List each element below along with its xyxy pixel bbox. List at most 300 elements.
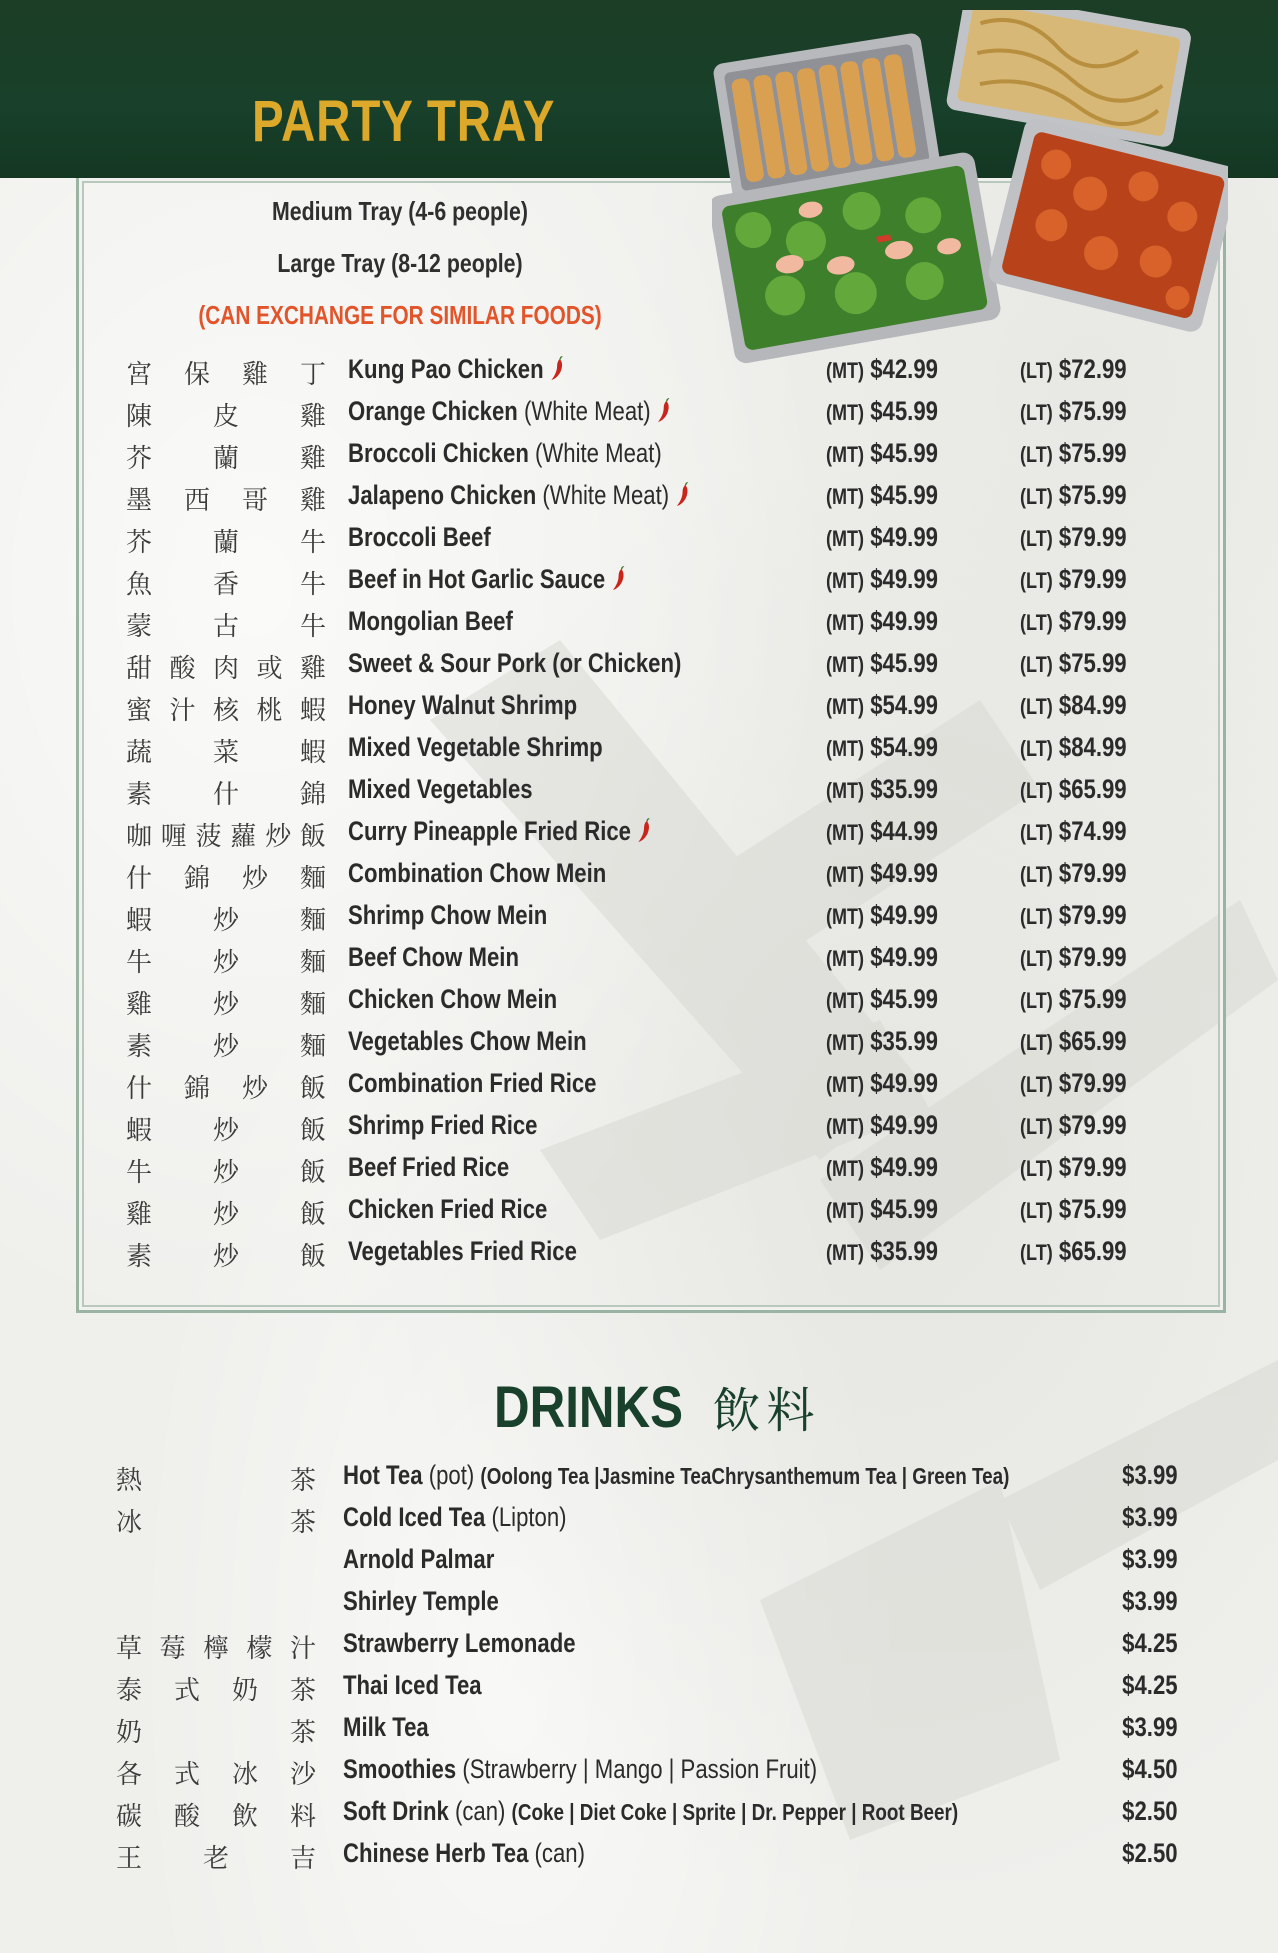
chinese-char: 哥	[241, 486, 268, 516]
chinese-char: 茶	[289, 1676, 316, 1706]
chinese-char: 冰	[116, 1508, 143, 1538]
chinese-name	[126, 438, 326, 478]
large-tray-price	[1020, 1152, 1127, 1183]
chinese-char: 炒	[212, 1116, 239, 1146]
chinese-name	[126, 816, 326, 856]
drink-chinese-name	[116, 1754, 316, 1794]
drink-chinese-name	[116, 1502, 316, 1542]
lt-price: $75.99	[1058, 1194, 1127, 1224]
mt-price: $35.99	[870, 1236, 938, 1266]
medium-tray-price	[826, 732, 938, 763]
chinese-char: 什	[212, 780, 239, 810]
mt-price: $45.99	[870, 984, 938, 1014]
large-tray-price	[1020, 606, 1127, 637]
dish-name	[348, 606, 513, 637]
drink-item-row	[0, 1796, 1278, 1838]
tray-item-row	[0, 774, 1278, 816]
tray-item-row	[0, 732, 1278, 774]
lt-tag: (LT)	[1020, 652, 1053, 677]
chinese-char: 炒	[212, 948, 239, 978]
chinese-char: 皮	[212, 402, 239, 432]
dish-name	[348, 900, 547, 931]
drink-price: $2.50	[1122, 1838, 1178, 1868]
lt-tag: (LT)	[1020, 610, 1053, 635]
large-tray-price	[1020, 1110, 1127, 1141]
drink-price: $3.99	[1122, 1502, 1178, 1532]
medium-tray-price	[826, 354, 938, 385]
large-tray-price	[1020, 774, 1127, 805]
mt-tag: (MT)	[826, 820, 865, 845]
dish-title: Jalapeno Chicken	[348, 480, 537, 510]
lt-tag: (LT)	[1020, 358, 1053, 383]
drink-options: (Coke | Diet Coke | Sprite | Dr. Pepper | Root Beer)	[511, 1799, 959, 1825]
chinese-name	[126, 942, 326, 982]
large-tray-price	[1020, 942, 1127, 973]
chinese-char: 古	[212, 612, 239, 642]
mt-tag: (MT)	[826, 946, 865, 971]
chinese-char: 麵	[299, 990, 326, 1020]
chinese-name	[126, 522, 326, 562]
chinese-char: 肉	[212, 654, 239, 684]
chinese-char: 飯	[299, 1116, 326, 1146]
large-tray-price	[1020, 1194, 1127, 1225]
medium-tray-price	[826, 1194, 938, 1225]
mt-price: $35.99	[870, 774, 938, 804]
chinese-char: 魚	[126, 570, 153, 600]
chinese-char: 牛	[126, 948, 153, 978]
drink-item-row	[0, 1838, 1278, 1880]
chinese-char: 蒙	[126, 612, 153, 642]
medium-tray-price	[826, 648, 938, 679]
lt-tag: (LT)	[1020, 1156, 1053, 1181]
chinese-char: 飯	[299, 1074, 326, 1104]
tray-item-row	[0, 816, 1278, 858]
chinese-name	[126, 1194, 326, 1234]
lt-price: $65.99	[1058, 774, 1127, 804]
chili-pepper-icon	[656, 397, 672, 423]
large-tray-label: Large Tray (8-12 people)	[277, 248, 523, 278]
drink-item-row	[0, 1628, 1278, 1670]
chinese-name	[126, 984, 326, 1024]
chinese-char: 茶	[289, 1466, 316, 1496]
dish-name	[348, 1026, 587, 1057]
tray-item-row	[0, 522, 1278, 564]
drink-title: Shirley Temple	[343, 1586, 499, 1616]
dish-name	[348, 984, 557, 1015]
medium-tray-price	[826, 1152, 938, 1183]
chinese-char: 草	[116, 1634, 143, 1664]
chinese-char: 炒	[212, 1242, 239, 1272]
chinese-char: 甜	[126, 654, 153, 684]
chinese-char: 牛	[299, 612, 326, 642]
chinese-char: 麵	[299, 864, 326, 894]
large-tray-price	[1020, 1236, 1127, 1267]
medium-tray-label: Medium Tray (4-6 people)	[272, 196, 528, 226]
mt-tag: (MT)	[826, 526, 865, 551]
lt-price: $65.99	[1058, 1236, 1127, 1266]
drink-item-row	[0, 1754, 1278, 1796]
chinese-char: 蘭	[212, 444, 239, 474]
lt-price: $79.99	[1058, 942, 1127, 972]
drink-chinese-name	[116, 1628, 316, 1668]
drink-name	[343, 1712, 429, 1743]
lt-price: $79.99	[1058, 522, 1127, 552]
chinese-char: 芥	[126, 528, 153, 558]
large-tray-price	[1020, 816, 1127, 847]
chinese-char: 式	[173, 1760, 200, 1790]
chinese-char: 飯	[299, 822, 326, 852]
mt-price: $49.99	[870, 1068, 938, 1098]
mt-tag: (MT)	[826, 1240, 865, 1265]
large-tray-price	[1020, 690, 1127, 721]
mt-price: $49.99	[870, 564, 938, 594]
chinese-char: 汁	[169, 696, 196, 726]
mt-price: $49.99	[870, 942, 938, 972]
tray-item-row	[0, 1194, 1278, 1236]
drink-title: Smoothies	[343, 1754, 457, 1784]
drink-price: $3.99	[1122, 1460, 1178, 1490]
lt-tag: (LT)	[1020, 1072, 1053, 1097]
dish-title: Mixed Vegetable Shrimp	[348, 732, 603, 762]
mt-price: $54.99	[870, 690, 938, 720]
dish-name	[348, 942, 519, 973]
drink-chinese-name	[116, 1544, 316, 1584]
dish-name	[348, 1152, 509, 1183]
dish-title: Broccoli Beef	[348, 522, 491, 552]
mt-tag: (MT)	[826, 1198, 865, 1223]
chinese-char: 錦	[299, 780, 326, 810]
mt-price: $49.99	[870, 1110, 938, 1140]
chinese-name	[126, 1110, 326, 1150]
chinese-name	[126, 480, 326, 520]
chinese-char: 飯	[299, 1158, 326, 1188]
dish-title: Sweet & Sour Pork (or Chicken)	[348, 648, 682, 678]
mt-price: $49.99	[870, 606, 938, 636]
mt-price: $49.99	[870, 900, 938, 930]
lt-tag: (LT)	[1020, 400, 1053, 425]
drinks-title-cn: 飲料	[712, 1383, 821, 1439]
drinks-title-en: DRINKS	[494, 1375, 683, 1440]
chinese-char: 王	[116, 1844, 143, 1874]
chinese-char: 飲	[231, 1802, 258, 1832]
chinese-name	[126, 690, 326, 730]
mt-price: $44.99	[870, 816, 938, 846]
chinese-char: 宮	[126, 360, 153, 390]
large-tray-price	[1020, 1026, 1127, 1057]
chinese-char: 奶	[231, 1676, 258, 1706]
dish-name	[348, 564, 626, 595]
chinese-char: 咖	[126, 822, 153, 852]
mt-tag: (MT)	[826, 904, 865, 929]
lt-price: $75.99	[1058, 438, 1127, 468]
lt-tag: (LT)	[1020, 778, 1053, 803]
tray-item-row	[0, 480, 1278, 522]
drink-item-row	[0, 1544, 1278, 1586]
medium-tray-price	[826, 1236, 938, 1267]
drink-name	[343, 1838, 585, 1869]
large-tray-price	[1020, 564, 1127, 595]
dish-name	[348, 1236, 577, 1267]
chinese-char: 蜜	[126, 696, 153, 726]
chinese-char: 香	[212, 570, 239, 600]
chinese-char: 酸	[169, 654, 196, 684]
lt-tag: (LT)	[1020, 1198, 1053, 1223]
medium-tray-price	[826, 858, 938, 889]
drink-item-row	[0, 1670, 1278, 1712]
lt-price: $79.99	[1058, 564, 1127, 594]
chinese-char: 奶	[116, 1718, 143, 1748]
large-tray-price	[1020, 858, 1127, 889]
lt-price: $84.99	[1058, 690, 1127, 720]
chinese-char: 牛	[299, 570, 326, 600]
tray-item-row	[0, 354, 1278, 396]
lt-price: $75.99	[1058, 480, 1127, 510]
lt-price: $79.99	[1058, 1152, 1127, 1182]
drink-chinese-name	[116, 1712, 316, 1752]
drink-title: Soft Drink	[343, 1796, 449, 1826]
drink-price: $4.50	[1122, 1754, 1178, 1784]
chinese-char: 或	[256, 654, 283, 684]
drink-title: Milk Tea	[343, 1712, 429, 1742]
chinese-char: 牛	[126, 1158, 153, 1188]
large-tray-price	[1020, 900, 1127, 931]
drink-chinese-name	[116, 1460, 316, 1500]
drink-name	[343, 1586, 499, 1617]
dish-name	[348, 1110, 537, 1141]
tray-item-row	[0, 984, 1278, 1026]
tray-item-row	[0, 396, 1278, 438]
chinese-char: 各	[116, 1760, 143, 1790]
chinese-char: 素	[126, 1032, 153, 1062]
tray-item-row	[0, 900, 1278, 942]
chinese-char: 酸	[173, 1802, 200, 1832]
tray-item-row	[0, 1110, 1278, 1152]
large-tray-price	[1020, 354, 1127, 385]
chinese-name	[126, 396, 326, 436]
dish-title: Chicken Chow Mein	[348, 984, 558, 1014]
dish-title: Vegetables Fried Rice	[348, 1236, 577, 1266]
dish-name	[348, 732, 603, 763]
medium-tray-price	[826, 900, 938, 931]
chinese-char: 檬	[246, 1634, 273, 1664]
chinese-char: 碳	[116, 1802, 143, 1832]
lt-tag: (LT)	[1020, 736, 1053, 761]
drinks-title	[494, 1372, 820, 1441]
chinese-name	[126, 774, 326, 814]
medium-tray-price	[826, 606, 938, 637]
dish-title: Shrimp Fried Rice	[348, 1110, 538, 1140]
chinese-char: 什	[126, 864, 153, 894]
mt-price: $49.99	[870, 1152, 938, 1182]
drink-chinese-name	[116, 1670, 316, 1710]
dish-title: Beef Chow Mein	[348, 942, 519, 972]
chinese-char: 雞	[299, 444, 326, 474]
drink-title: Chinese Herb Tea	[343, 1838, 529, 1868]
dish-note: (White Meat)	[542, 480, 670, 510]
chinese-name	[126, 1026, 326, 1066]
chinese-char: 牛	[299, 528, 326, 558]
chinese-char: 蘿	[230, 822, 257, 852]
lt-tag: (LT)	[1020, 946, 1053, 971]
chinese-char: 吉	[289, 1844, 316, 1874]
tray-item-row	[0, 1026, 1278, 1068]
chinese-char: 雞	[126, 1200, 153, 1230]
dish-title: Broccoli Chicken	[348, 438, 529, 468]
medium-tray-price	[826, 942, 938, 973]
drink-name	[343, 1460, 1009, 1491]
lt-price: $79.99	[1058, 858, 1127, 888]
lt-price: $72.99	[1058, 354, 1127, 384]
chinese-name	[126, 1068, 326, 1108]
lt-tag: (LT)	[1020, 1114, 1053, 1139]
chinese-char: 茶	[289, 1718, 316, 1748]
large-tray-price	[1020, 438, 1127, 469]
mt-tag: (MT)	[826, 694, 865, 719]
drink-chinese-name	[116, 1586, 316, 1626]
chinese-char: 蝦	[299, 738, 326, 768]
mt-tag: (MT)	[826, 1030, 865, 1055]
chinese-name	[126, 858, 326, 898]
drink-note: (Lipton)	[491, 1502, 567, 1532]
tray-item-row	[0, 606, 1278, 648]
drink-item-row	[0, 1586, 1278, 1628]
chinese-char: 飯	[299, 1242, 326, 1272]
chili-pepper-icon	[549, 355, 565, 381]
chinese-char: 沙	[289, 1760, 316, 1790]
mt-price: $49.99	[870, 522, 938, 552]
dish-name	[348, 396, 672, 427]
drink-name	[343, 1796, 958, 1827]
large-tray-price	[1020, 984, 1127, 1015]
mt-tag: (MT)	[826, 862, 865, 887]
medium-tray-price	[826, 1026, 938, 1057]
tray-item-row	[0, 858, 1278, 900]
lt-price: $79.99	[1058, 1110, 1127, 1140]
dish-title: Curry Pineapple Fried Rice	[348, 816, 631, 846]
mt-tag: (MT)	[826, 610, 865, 635]
chinese-char: 式	[173, 1676, 200, 1706]
medium-tray-price	[826, 1110, 938, 1141]
dish-title: Honey Walnut Shrimp	[348, 690, 578, 720]
chinese-char: 飯	[299, 1200, 326, 1230]
mt-price: $35.99	[870, 1026, 938, 1056]
tray-item-row	[0, 1152, 1278, 1194]
lt-tag: (LT)	[1020, 988, 1053, 1013]
lt-price: $75.99	[1058, 648, 1127, 678]
lt-tag: (LT)	[1020, 1240, 1053, 1265]
tray-item-row	[0, 942, 1278, 984]
chinese-char: 炒	[265, 822, 292, 852]
dish-name	[348, 438, 662, 469]
chinese-char: 保	[183, 360, 210, 390]
mt-tag: (MT)	[826, 1156, 865, 1181]
mt-tag: (MT)	[826, 1114, 865, 1139]
chinese-char: 西	[183, 486, 210, 516]
drink-name	[343, 1670, 482, 1701]
mt-tag: (MT)	[826, 778, 865, 803]
chinese-char: 蘭	[212, 528, 239, 558]
chinese-char: 喱	[160, 822, 187, 852]
tray-item-row	[0, 438, 1278, 480]
tray-item-row	[0, 1068, 1278, 1110]
food-trays-image	[712, 10, 1228, 366]
chinese-char: 炒	[212, 1200, 239, 1230]
drink-note: (can)	[534, 1838, 585, 1868]
chinese-char: 錦	[183, 864, 210, 894]
chinese-char: 素	[126, 780, 153, 810]
mt-tag: (MT)	[826, 484, 865, 509]
mt-tag: (MT)	[826, 988, 865, 1013]
medium-tray-price	[826, 564, 938, 595]
chinese-char: 素	[126, 1242, 153, 1272]
mt-tag: (MT)	[826, 442, 865, 467]
dish-title: Kung Pao Chicken	[348, 354, 544, 384]
chinese-char: 麵	[299, 948, 326, 978]
drink-name	[343, 1544, 494, 1575]
medium-tray-price	[826, 438, 938, 469]
mt-price: $45.99	[870, 438, 938, 468]
drink-title: Cold Iced Tea	[343, 1502, 486, 1532]
tray-item-row	[0, 648, 1278, 690]
dish-title: Mixed Vegetables	[348, 774, 533, 804]
mt-tag: (MT)	[826, 358, 865, 383]
chinese-char: 冰	[231, 1760, 258, 1790]
dish-note: (White Meat)	[523, 396, 651, 426]
dish-title: Combination Chow Mein	[348, 858, 607, 888]
dish-name	[348, 480, 690, 511]
lt-tag: (LT)	[1020, 820, 1053, 845]
chinese-char: 蝦	[299, 696, 326, 726]
dish-title: Vegetables Chow Mein	[348, 1026, 587, 1056]
lt-price: $79.99	[1058, 1068, 1127, 1098]
tray-item-row	[0, 1236, 1278, 1278]
chinese-char: 炒	[212, 1158, 239, 1188]
medium-tray-price	[826, 1068, 938, 1099]
dish-name	[348, 774, 533, 805]
dish-name	[348, 858, 606, 889]
chinese-name	[126, 648, 326, 688]
mt-tag: (MT)	[826, 736, 865, 761]
mt-tag: (MT)	[826, 652, 865, 677]
dish-title: Mongolian Beef	[348, 606, 513, 636]
mt-tag: (MT)	[826, 400, 865, 425]
chinese-char: 丁	[299, 360, 326, 390]
chinese-char: 麵	[299, 906, 326, 936]
drink-price: $3.99	[1122, 1544, 1178, 1574]
chinese-char: 檸	[202, 1634, 229, 1664]
drink-price: $4.25	[1122, 1628, 1178, 1658]
chinese-char: 雞	[241, 360, 268, 390]
drink-options: (Oolong Tea |Jasmine TeaChrysanthemum Tea | Green Tea)	[480, 1463, 1010, 1489]
chinese-char: 炒	[241, 1074, 268, 1104]
chinese-name	[126, 606, 326, 646]
chinese-name	[126, 1152, 326, 1192]
lt-price: $79.99	[1058, 900, 1127, 930]
large-tray-price	[1020, 648, 1127, 679]
lt-price: $79.99	[1058, 606, 1127, 636]
chinese-char: 雞	[126, 990, 153, 1020]
chinese-char: 汁	[289, 1634, 316, 1664]
mt-price: $45.99	[870, 648, 938, 678]
chinese-char: 熱	[116, 1466, 143, 1496]
medium-tray-price	[826, 396, 938, 427]
lt-tag: (LT)	[1020, 694, 1053, 719]
tray-item-row	[0, 564, 1278, 606]
chili-pepper-icon	[674, 481, 690, 507]
dish-name	[348, 816, 652, 847]
chinese-char: 芥	[126, 444, 153, 474]
chinese-char: 雞	[299, 654, 326, 684]
